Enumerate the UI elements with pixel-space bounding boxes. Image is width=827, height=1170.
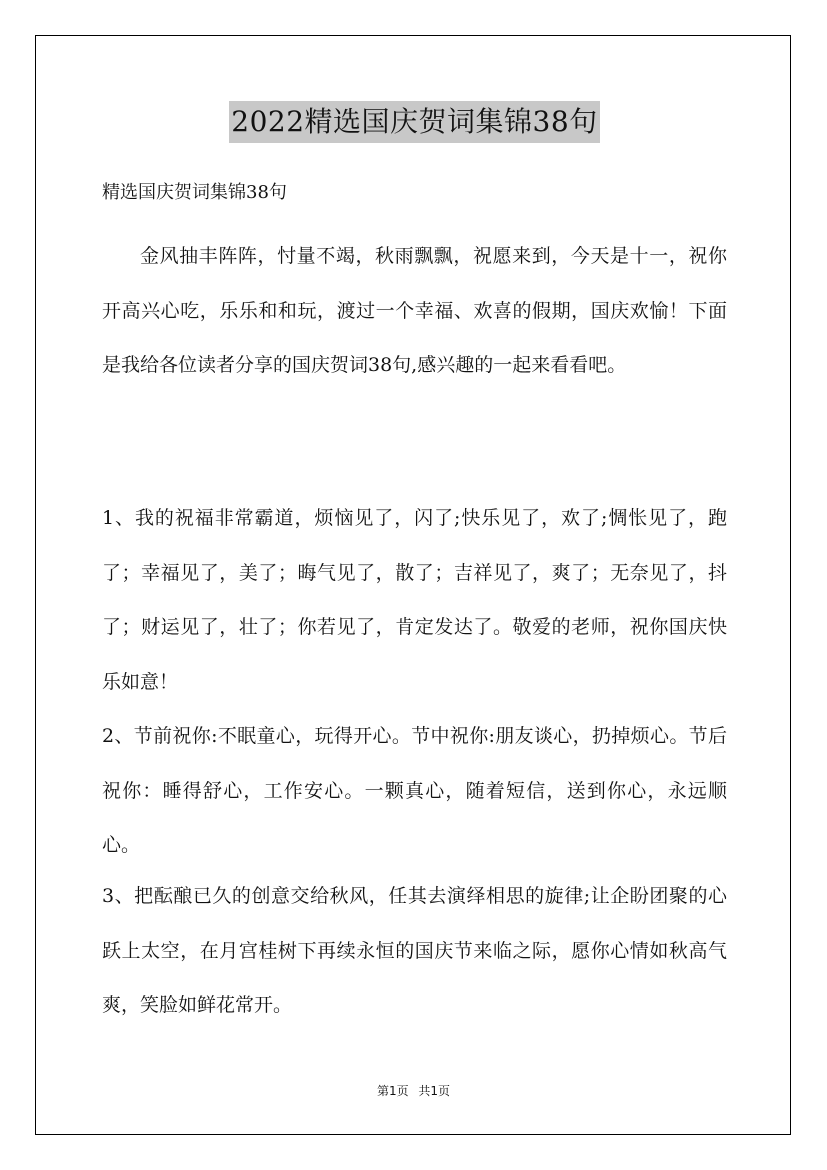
page-total: 共1页 bbox=[418, 1084, 451, 1098]
intro-paragraph: 金风抽丰阵阵，忖量不竭，秋雨飘飘，祝愿来到，今天是十一，祝你开高兴心吃，乐乐和和玩，渡过一个幸福、欢喜的假期，国庆欢愉！下面是我给各位读者分享的国庆贺词38句,感兴趣的一起来看看吧。 bbox=[102, 245, 727, 376]
title-container bbox=[102, 101, 727, 143]
list-item: 3、把酝酿已久的创意交给秋风，任其去演绎相思的旋律;让企盼团聚的心跃上太空，在月宫桂树下再续永恒的国庆节来临之际，愿你心情如秋高气爽，笑脸如鲜花常开。 bbox=[102, 885, 727, 1016]
list-item: 1、我的祝福非常霸道，烦恼见了，闪了;快乐见了，欢了;惆怅见了，跑了；幸福见了，美了；晦气见了，散了；吉祥见了，爽了；无奈见了，抖了；财运见了，壮了；你若见了，肯定发达了。敬爱的老师，祝你国庆快乐如意！ bbox=[102, 507, 727, 693]
document-subtitle: 精选国庆贺词集锦38句 bbox=[102, 182, 287, 203]
page-footer bbox=[0, 1082, 827, 1099]
document-title: 2022精选国庆贺词集锦38句 bbox=[229, 101, 599, 143]
list-item: 2、节前祝你:不眠童心，玩得开心。节中祝你:朋友谈心，扔掉烦心。节后祝你：睡得舒心，工作安心。一颗真心，随着短信，送到你心，永远顺心。 bbox=[102, 725, 727, 856]
page-number: 第1页 bbox=[376, 1084, 409, 1098]
